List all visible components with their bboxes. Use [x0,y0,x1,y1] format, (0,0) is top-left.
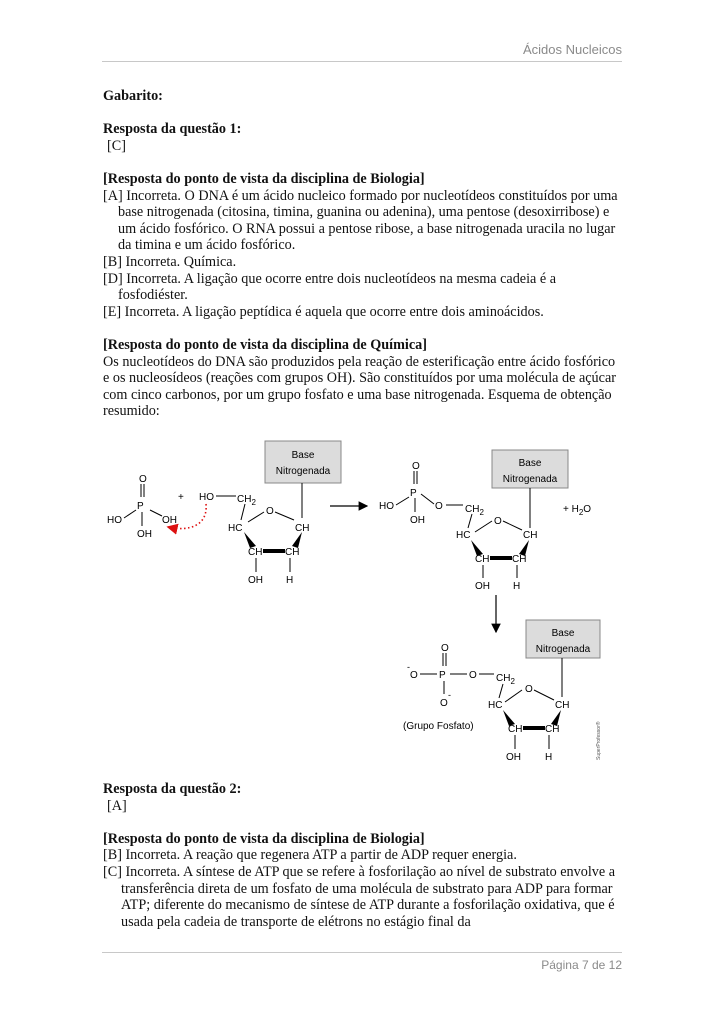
atom-ho: HO [199,492,214,503]
atom-p: P [410,488,417,499]
ring-ch: CH [248,547,263,558]
atom-o: O [441,643,449,654]
ring-ch: CH [475,554,490,565]
q2-bio-item: [B] Incorreta. A reação que regenera ATP a partir de ADP requer energia. [103,847,517,864]
ring-hc: HC [228,523,243,534]
atom-h: H [286,575,294,586]
water: + $H_2O$ [563,504,592,517]
q1-bio-item: [E] Incorreta. A ligação peptídica é aquela que ocorre entre dois aminoácidos. [103,303,544,320]
atom-oh: OH [410,515,425,526]
atom-o: O [469,670,477,681]
atom-ho: HO [379,501,394,512]
atom-oh: OH [162,515,177,526]
esterification-diagram [0,430,724,780]
atom-oh: OH [248,575,263,586]
ring-o: O [494,516,502,527]
q1-chem-text: Os nucleotídeos do DNA são produzidos pela reação de esterificação entre ácido fosfórico e os nucleosídeos (reações com grupos OH). São constituídos por uma molécula de açúcar com cinco carbonos, por um grupo fosfato e uma base nitrogenada. Esquema de obtenção resumido: [103,353,616,420]
base-label: Nitrogenada [535,644,591,655]
atom-oh: OH [137,529,152,540]
charge-minus: - [407,662,410,672]
footer-divider [102,952,622,953]
ring-ch: CH [508,724,523,735]
base-label: Base [551,628,575,639]
atom-ch2: $CH_2$ [496,673,515,686]
ring-ch: CH [295,523,310,534]
q1-bio-item: [A] Incorreta. O DNA é um ácido nucleico formado por nucleotídeos constituídos por uma base nitrogenada (citosina, timina, guanina ou adenina), uma pentose (desoxirribose) e um ácido fosfórico. O RNA possui a pentose ribose, a base nitrogenada uracila no lugar da timina e um ácido fosfórico. [103,187,618,254]
q1-title: Resposta da questão 1: [103,121,242,138]
q1-answer: [C] [107,137,126,154]
ring-hc: HC [456,530,471,541]
page-content [103,88,623,420]
header-title: Ácidos Nucleicos [523,42,622,57]
charge-minus: - [448,690,451,700]
atom-ho: HO [107,515,122,526]
page-number: Página 7 de 12 [541,958,622,972]
atom-p: P [137,501,144,512]
header-divider [102,61,622,62]
ring-ch: CH [512,554,527,565]
atom-p: P [439,670,446,681]
ring-ch: CH [555,700,570,711]
ring-ch: CH [545,724,560,735]
q1-chem-heading: [Resposta do ponto de vista da disciplina de Química] [103,336,427,353]
atom-o: O [440,698,448,709]
atom-o: O [435,501,443,512]
atom-ch2: $CH_2$ [465,504,484,517]
base-label: Nitrogenada [502,474,558,485]
ring-o: O [266,506,274,517]
ring-hc: HC [488,700,503,711]
q2-answer: [A] [107,797,127,814]
phosphate-group-label: (Grupo Fosfato) [403,721,474,732]
q2-content [103,781,623,930]
base-label: Base [291,450,315,461]
q1-bio-heading: [Resposta do ponto de vista da disciplina de Biologia] [103,170,425,187]
base-label: Base [518,458,542,469]
atom-oh: OH [475,581,490,592]
ring-ch: CH [285,547,300,558]
atom-oh: OH [506,752,521,763]
q1-bio-item: [B] Incorreta. Química. [103,253,237,270]
gabarito-heading: Gabarito: [103,88,163,104]
atom-o: O [139,474,147,485]
watermark: SuperProfessor® [596,721,602,760]
ring-ch: CH [523,530,538,541]
atom-h: H [545,752,553,763]
atom-h: H [513,581,521,592]
q2-bio-heading: [Resposta do ponto de vista da disciplina de Biologia] [103,830,425,847]
base-label: Nitrogenada [275,466,331,477]
atom-o: O [412,461,420,472]
ring-o: O [525,684,533,695]
q2-title: Resposta da questão 2: [103,781,242,797]
q1-bio-item: [D] Incorreta. A ligação que ocorre entre dois nucleotídeos na mesma cadeia é a fosfodiéster. [103,270,557,304]
atom-o: O [410,670,418,681]
atom-ch2: $CH_2$ [237,494,256,507]
plus-sign: + [178,492,184,503]
q2-bio-item: [C] Incorreta. A síntese de ATP que se refere à fosforilação ao nível de substrato envolve a transferência direta de um fosfato de uma molécula de substrato para ADP para formar ATP; diferente do mecanismo de síntese de ATP durante a fosforilação oxidativa, que é usada pela cadeia de transporte de elétrons no estágio final da [103,863,616,930]
